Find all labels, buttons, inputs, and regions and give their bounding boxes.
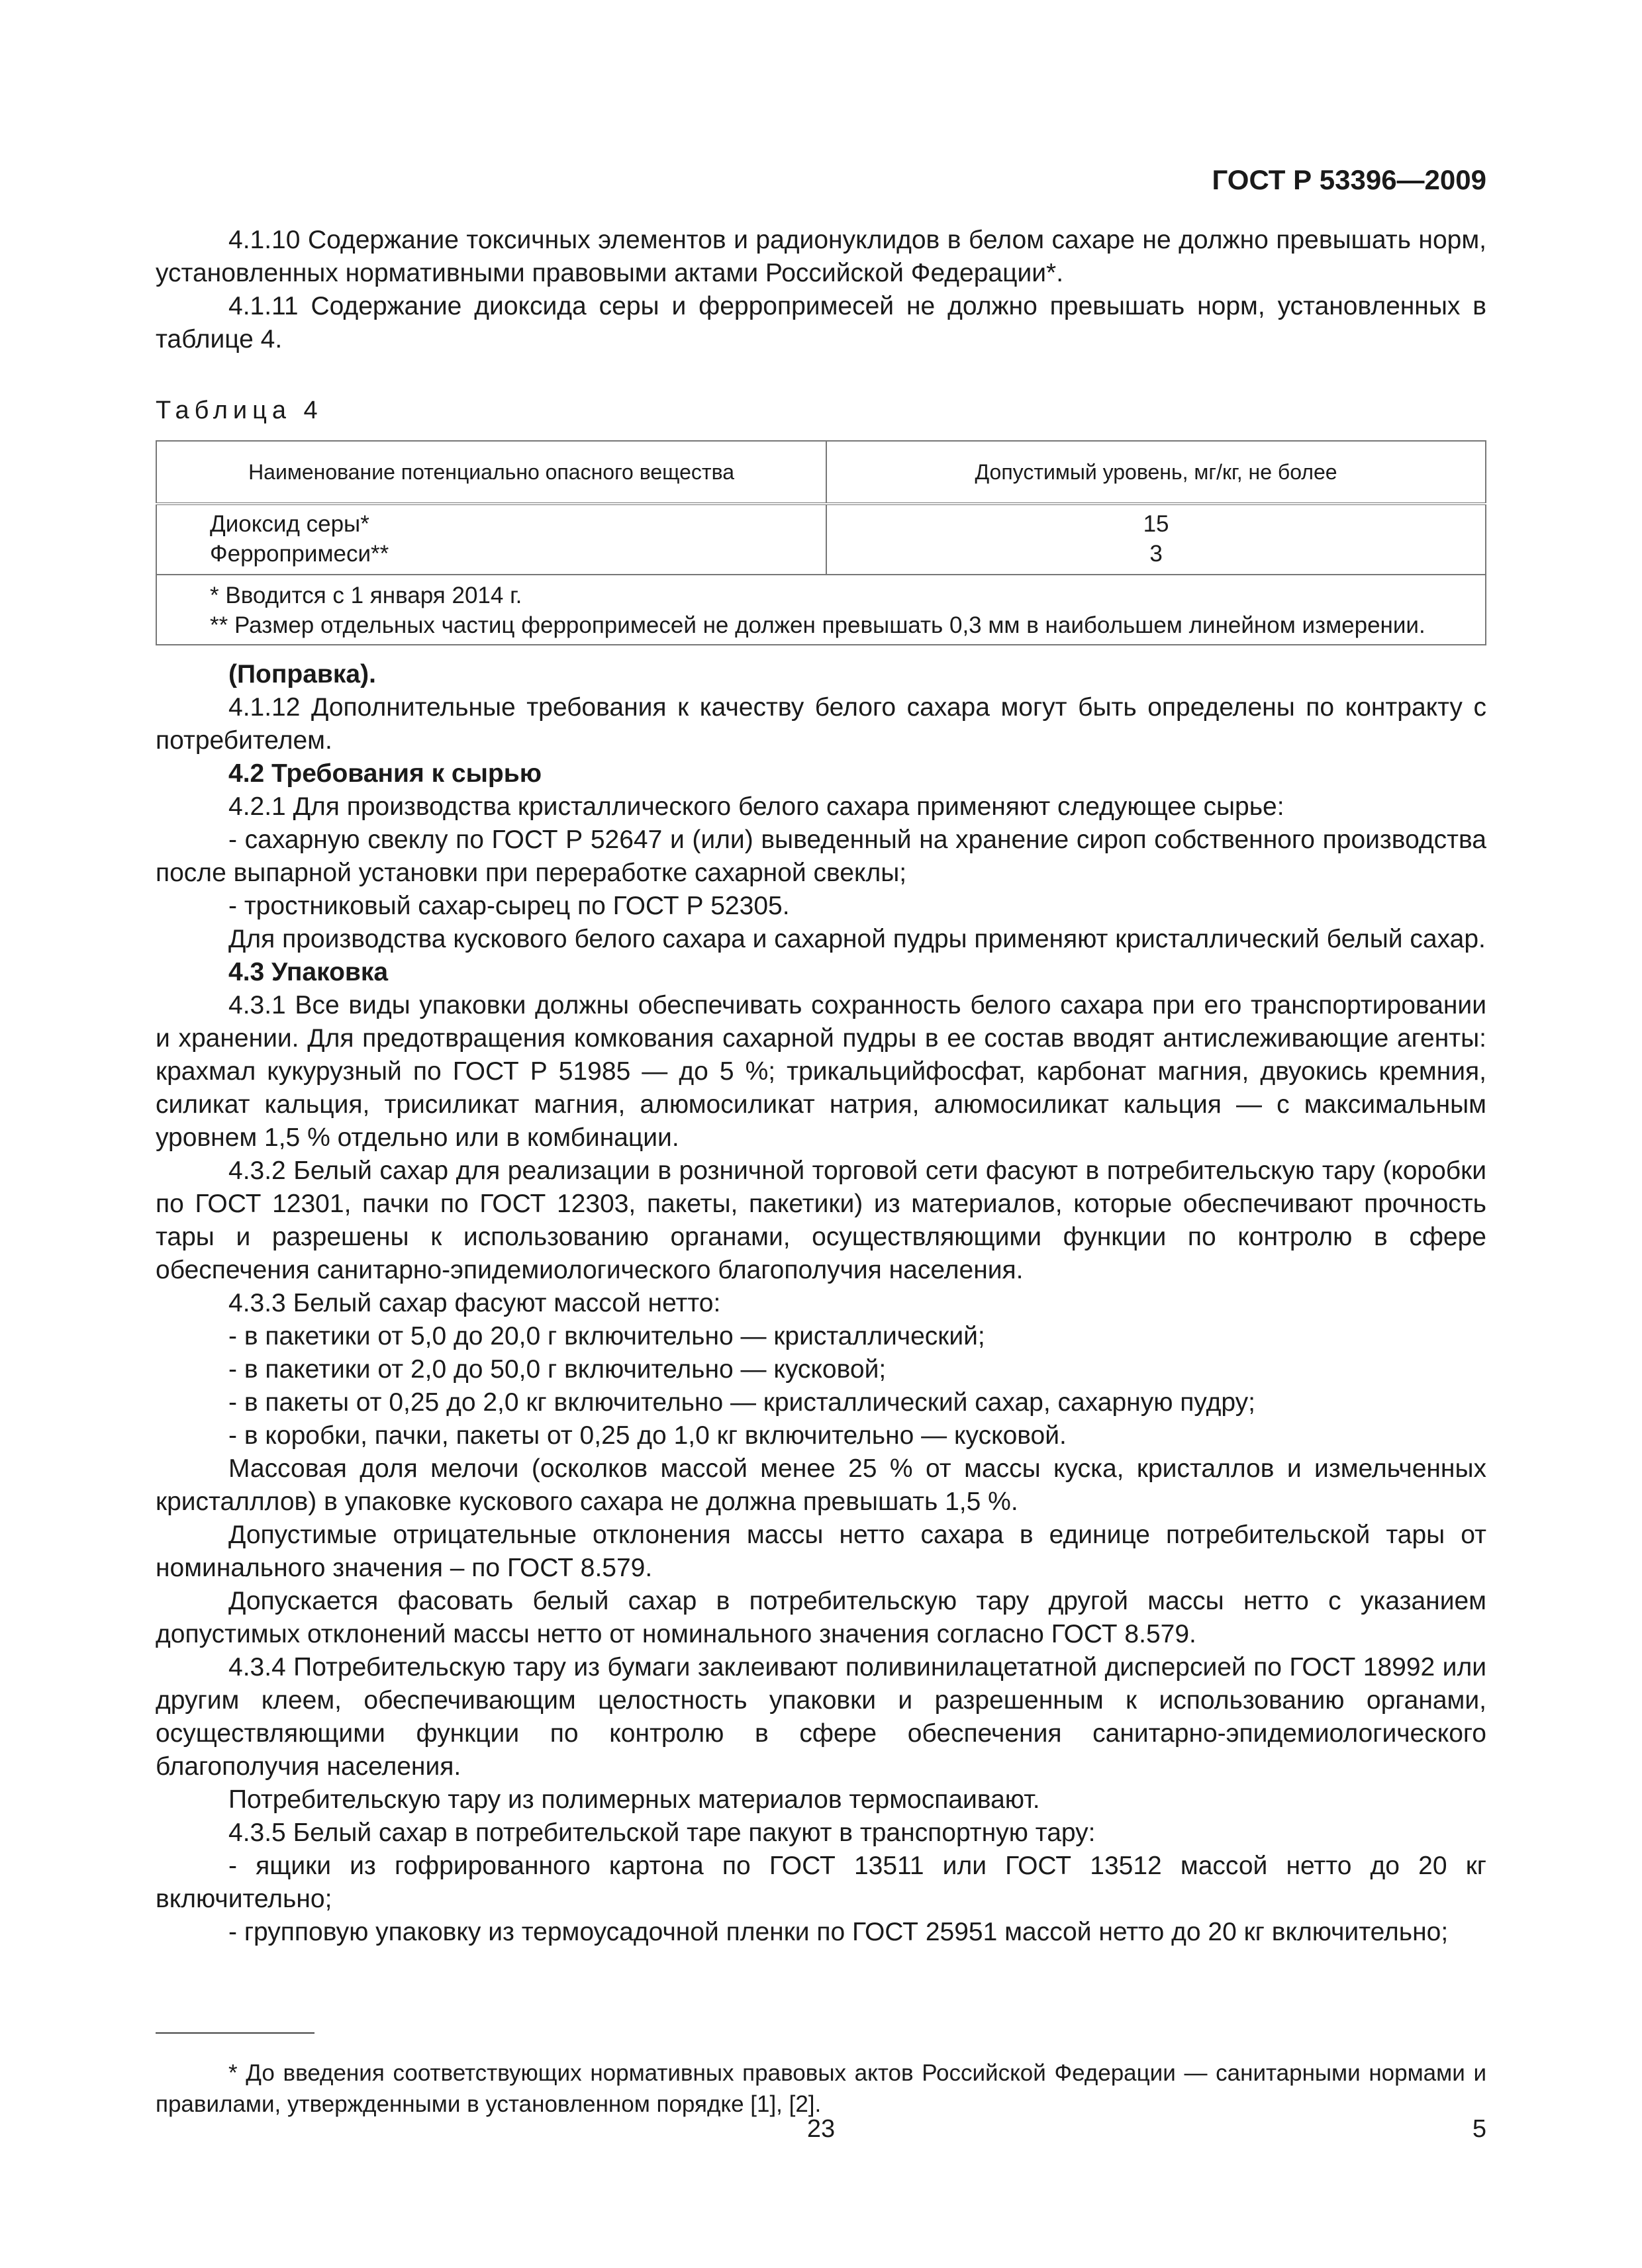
- page-number-center: 23: [806, 2115, 836, 2143]
- table-note: ** Размер отдельных частиц ферропримесей не должен превышать 0,3 мм в наибольшем линейном измерении.: [210, 612, 1425, 638]
- standard-header: ГОСТ Р 53396—2009: [1212, 164, 1486, 195]
- table-note: * Вводится с 1 января 2014 г.: [210, 583, 522, 608]
- paragraph: 4.3.4 Потребительскую тару из бумаги заклеивают поливинилацетатной дисперсией по ГОСТ 18992 или другим клеем, обеспечивающим целостность упаковки и разрешенным к использованию органами, осуществляющими функции по контролю в сфере обеспечения санитарно-эпидемиологического благополучия населения.: [156, 1653, 1486, 1781]
- paragraph: 4.3.5 Белый сахар в потребительской таре пакуют в транспортную тару:: [228, 1819, 1096, 1847]
- paragraph: 4.1.10 Содержание токсичных элементов и радионуклидов в белом сахаре не должно превышать норм, установленных нормативными правовыми актами Российской Федерации*.: [156, 226, 1486, 287]
- paragraph: - в коробки, пачки, пакеты от 0,25 до 1,0 кг включительно — кусковой.: [228, 1421, 1067, 1450]
- paragraph: - ящики из гофрированного картона по ГОСТ 13511 или ГОСТ 13512 массой нетто до 20 кг включительно;: [156, 1852, 1486, 1913]
- paragraph: Для производства кускового белого сахара и сахарной пудры применяют кристаллический белый сахар.: [228, 925, 1486, 953]
- table-header-substance: Наименование потенциально опасного вещества: [156, 441, 826, 504]
- paragraph: - тростниковый сахар-сырец по ГОСТ Р 52305.: [228, 892, 790, 920]
- paragraph: 4.3.3 Белый сахар фасуют массой нетто:: [228, 1289, 721, 1317]
- table-limit-value: 15: [1143, 511, 1169, 537]
- paragraph: 4.1.12 Дополнительные требования к качеству белого сахара могут быть определены по контракту с потребителем.: [156, 693, 1486, 755]
- paragraph: - в пакетики от 2,0 до 50,0 г включительно — кусковой;: [228, 1355, 887, 1384]
- footnote-block: [156, 2057, 1486, 2120]
- section-heading: (Поправка).: [228, 660, 376, 688]
- footnote-text: * До введения соответствующих нормативных правовых актов Российской Федерации — санитарными нормами и правилами, утвержденными в установленном порядке [1], [2].: [156, 2060, 1486, 2117]
- table-4: [156, 440, 1486, 645]
- paragraph: 4.1.11 Содержание диоксида серы и ферропримесей не должно превышать норм, установленных в таблице 4.: [156, 292, 1486, 354]
- section-heading: 4.2 Требования к сырью: [228, 759, 542, 788]
- table-substance-name: Диоксид серы*: [210, 511, 369, 537]
- paragraph: - в пакетики от 5,0 до 20,0 г включительно — кристаллический;: [228, 1322, 985, 1350]
- table-substance-name: Ферропримеси**: [210, 541, 389, 567]
- paragraph: - сахарную свеклу по ГОСТ Р 52647 и (или) выведенный на хранение сироп собственного производства после выпарной установки при переработке сахарной свеклы;: [156, 826, 1486, 887]
- paragraph: 4.2.1 Для производства кристаллического белого сахара применяют следующее сырье:: [228, 792, 1284, 821]
- table-caption: Таблица 4: [156, 397, 323, 424]
- table-notes-row: [156, 575, 1486, 645]
- section-heading: 4.3 Упаковка: [228, 958, 389, 986]
- paragraph: - групповую упаковку из термоусадочной пленки по ГОСТ 25951 массой нетто до 20 кг включительно;: [228, 1918, 1449, 1946]
- paragraph: Допустимые отрицательные отклонения массы нетто сахара в единице потребительской тары от номинального значения – по ГОСТ 8.579.: [156, 1521, 1486, 1582]
- table-header-row: [156, 441, 1486, 504]
- paragraph: Массовая доля мелочи (осколков массой менее 25 % от массы куска, кристаллов и измельченных кристалллов) в упаковке кускового сахара не должна превышать 1,5 %.: [156, 1454, 1486, 1516]
- table-substance-cell: [156, 504, 826, 575]
- footnote-divider: [156, 2032, 314, 2034]
- paragraph: 4.3.2 Белый сахар для реализации в розничной торговой сети фасуют в потребительскую тару (коробки по ГОСТ 12301, пачки по ГОСТ 12303, пакеты, пакетики) из материалов, которые обеспечивают прочность тары и разрешены к использованию органами, осуществляющими функции по контролю в сфере обеспечения санитарно-эпидемиологического благополучия населения.: [156, 1157, 1486, 1284]
- table-notes-cell: [156, 575, 1486, 645]
- page-number-right: 5: [1472, 2115, 1486, 2143]
- table-row: [156, 504, 1486, 575]
- paragraph: Потребительскую тару из полимерных материалов термоспаивают.: [228, 1785, 1040, 1814]
- paragraph: - в пакеты от 0,25 до 2,0 кг включительно — кристаллический сахар, сахарную пудру;: [228, 1388, 1255, 1417]
- document-body: [156, 224, 1486, 1949]
- paragraphs-after-table: [156, 658, 1486, 1949]
- paragraphs-before-table: [156, 224, 1486, 356]
- paragraph: 4.3.1 Все виды упаковки должны обеспечивать сохранность белого сахара при его транспортировании и хранении. Для предотвращения комкования сахарной пудры в ее состав вводят антислеживающие агенты: крахмал кукурузный по ГОСТ Р 51985 — до 5 %; трикальцийфосфат, карбонат магния, двуокись кремния, силикат кальция, трисиликат магния, алюмосиликат натрия, алюмосиликат кальция — с максимальным уровнем 1,5 % отдельно или в комбинации.: [156, 991, 1486, 1152]
- paragraph: Допускается фасовать белый сахар в потребительскую тару другой массы нетто с указанием допустимых отклонений массы нетто от номинального значения согласно ГОСТ 8.579.: [156, 1587, 1486, 1648]
- table-limit-value: 3: [1149, 541, 1163, 567]
- table-header-limit: Допустимый уровень, мг/кг, не более: [826, 441, 1486, 504]
- table-limit-cell: [826, 504, 1486, 575]
